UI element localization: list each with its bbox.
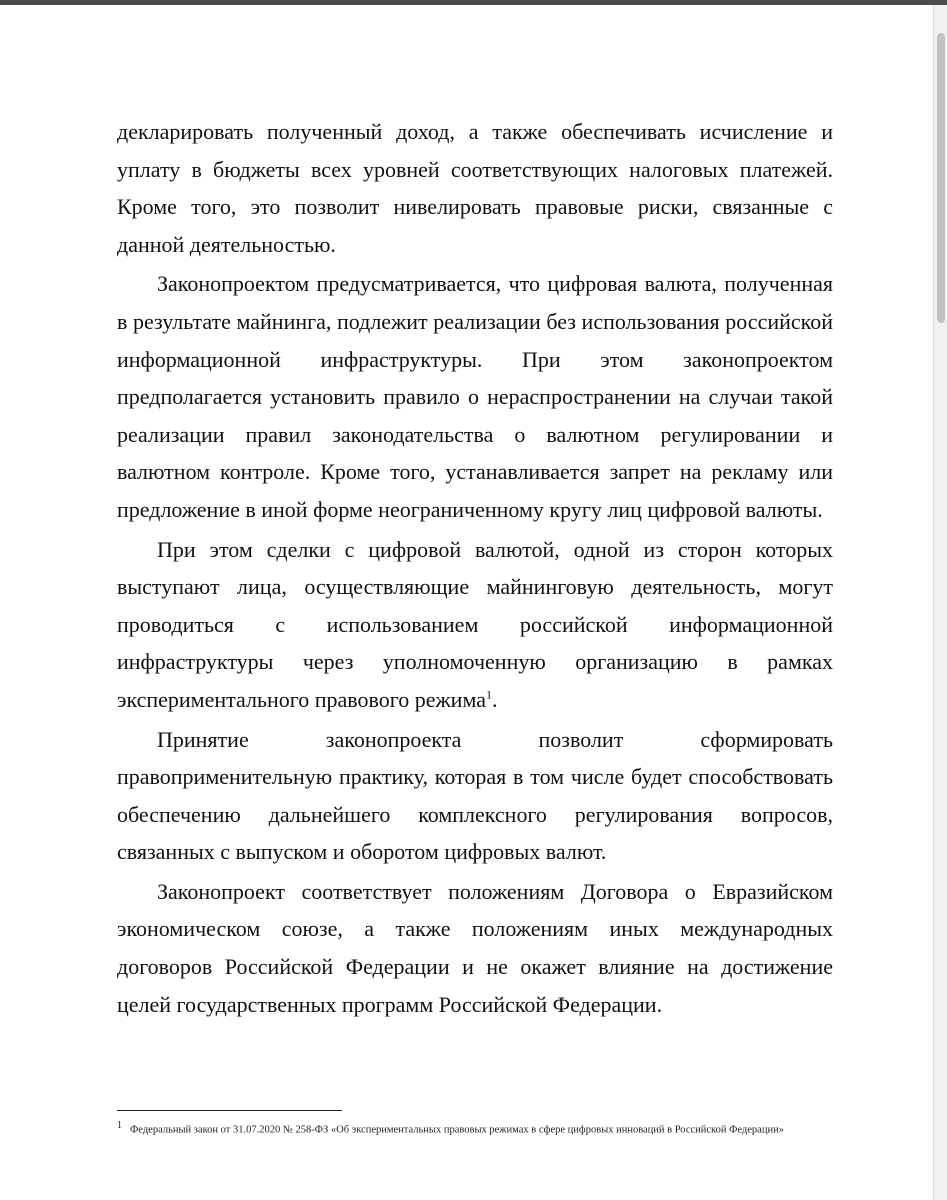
paragraph: Законопроект соответствует положениям Договора о Евразийском экономическом союзе, а также положениям иных международных договоров Российской Федерации и не окажет влияние на достижение целей государственных программ Российской Федерации. bbox=[117, 878, 833, 1017]
vertical-scrollbar[interactable] bbox=[933, 5, 947, 1200]
paragraph: Принятие законопроекта позволит сформировать правоприменительную практику, которая в том числе будет способствовать обеспечению дальнейшего комплексного регулирования вопросов, связанных с выпуском и оборотом цифровых валют. bbox=[117, 726, 833, 865]
footnote-separator bbox=[117, 1110, 342, 1111]
document-page bbox=[0, 5, 933, 1200]
document-body bbox=[117, 113, 833, 1025]
footnote-reference[interactable]: 1 bbox=[485, 687, 492, 702]
paragraph-tail: . bbox=[491, 686, 498, 712]
footnote-mark: 1 bbox=[117, 1120, 122, 1131]
paragraph-text: При этом сделки с цифровой валютой, одной из сторон которых выступают лица, осуществляющие майнинговую деятельность, могут проводиться с использованием российской информационной инфраструктуры через уполномоченную организацию в рамках экспериментального правового режима bbox=[117, 536, 833, 712]
scrollbar-thumb[interactable] bbox=[937, 33, 945, 323]
paragraph: Законопроектом предусматривается, что цифровая валюта, полученная в результате майнинга, подлежит реализации без использования российской информационной инфраструктуры. При этом законопроектом предполагается установить правило о нераспространении на случаи такой реализации правил законодательства о валютном регулировании и валютном контроле. Кроме того, устанавливается запрет на рекламу или предложение в иной форме неограниченному кругу лиц цифровой валюты. bbox=[117, 271, 833, 522]
paragraph-with-footnote bbox=[117, 531, 833, 719]
footnote bbox=[117, 1117, 831, 1139]
paragraph-continuation: декларировать полученный доход, а также обеспечивать исчисление и уплату в бюджеты всех уровней соответствующих налоговых платежей. Кроме того, это позволит нивелировать правовые риски, связанные с данной деятельностью. bbox=[117, 119, 833, 257]
footnote-text: Федеральный закон от 31.07.2020 № 258-ФЗ «Об экспериментальных правовых режимах в сфере цифровых инноваций в Российской Федерации» bbox=[130, 1124, 784, 1136]
